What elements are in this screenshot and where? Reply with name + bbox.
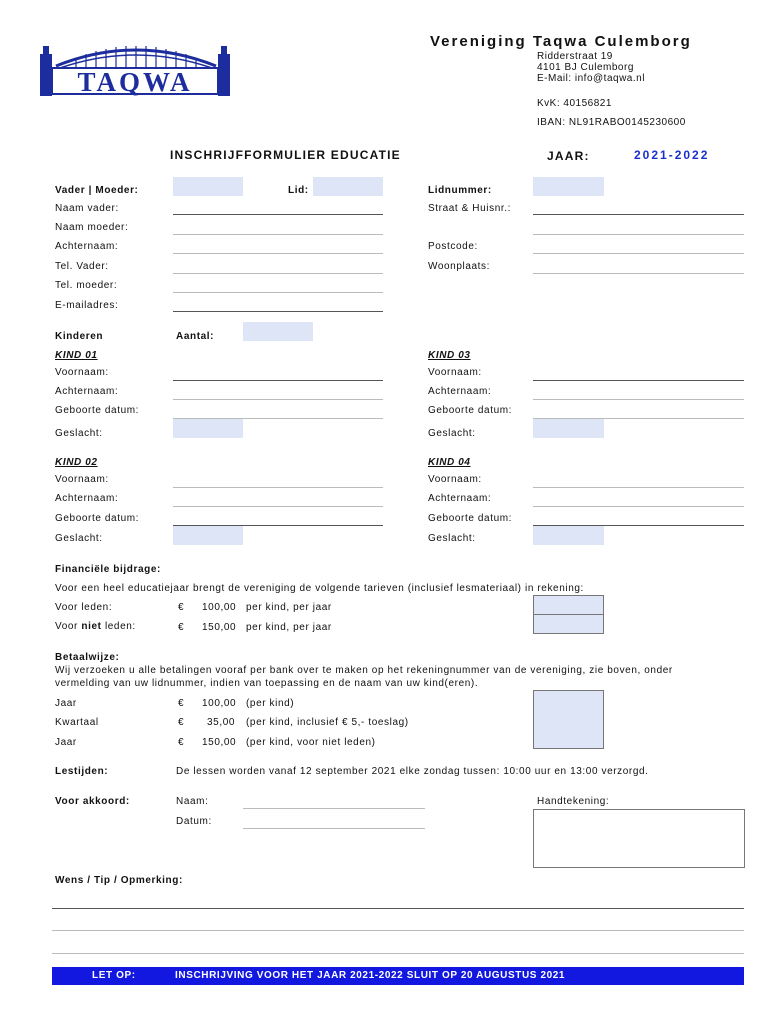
kind-01-birthdate-label: Geboorte datum: bbox=[55, 405, 140, 416]
nonmembers-rate-label bbox=[55, 621, 136, 632]
payment-option-currency: € bbox=[178, 717, 185, 728]
banner-deadline-text: INSCHRIJVING VOOR HET JAAR 2021-2022 SLUIT OP 20 AUGUSTUS 2021 bbox=[175, 970, 566, 981]
finance-heading: Financiële bijdrage: bbox=[55, 564, 161, 575]
remarks-label: Wens / Tip / Opmerking: bbox=[55, 875, 183, 886]
kind-02-firstname-label: Voornaam: bbox=[55, 474, 109, 485]
father-name-label: Naam vader: bbox=[55, 203, 119, 214]
mother-phone-label: Tel. moeder: bbox=[55, 280, 118, 291]
org-name: Vereniging Taqwa Culemborg bbox=[430, 33, 692, 50]
kind-01-gender-label: Geslacht: bbox=[55, 428, 103, 439]
kind-04-gender-label: Geslacht: bbox=[428, 533, 476, 544]
kind-03-birthdate-label: Geboorte datum: bbox=[428, 405, 513, 416]
org-street: Ridderstraat 19 bbox=[537, 51, 613, 62]
street-label: Straat & Huisnr.: bbox=[428, 203, 512, 214]
logo-text: TAQWA bbox=[77, 67, 193, 97]
members-rate-currency: € bbox=[178, 602, 185, 613]
postcode-input[interactable] bbox=[533, 253, 744, 254]
postcode-label: Postcode: bbox=[428, 241, 478, 252]
parent-label: Vader | Moeder: bbox=[55, 185, 139, 196]
father-phone-input[interactable] bbox=[173, 273, 383, 274]
kind-04-firstname-label: Voornaam: bbox=[428, 474, 482, 485]
payment-option-amount: 150,00 bbox=[202, 737, 237, 748]
org-kvk: KvK: 40156821 bbox=[537, 98, 612, 109]
email-label: E-mailadres: bbox=[55, 300, 119, 311]
kind-04-gender-field[interactable] bbox=[533, 526, 604, 545]
year-value: 2021-2022 bbox=[634, 148, 710, 162]
year-label: JAAR: bbox=[547, 149, 590, 163]
kind-03-firstname-label: Voornaam: bbox=[428, 367, 482, 378]
member-number-field[interactable] bbox=[533, 177, 604, 196]
street-input[interactable] bbox=[533, 214, 744, 215]
agreement-name-label: Naam: bbox=[176, 796, 209, 807]
nonmembers-suffix: leden: bbox=[104, 621, 136, 632]
payment-choice-field[interactable] bbox=[533, 690, 604, 749]
nonmembers-rate-checkbox[interactable] bbox=[533, 614, 604, 634]
kind-02-surname-label: Achternaam: bbox=[55, 493, 119, 504]
remarks-line[interactable] bbox=[52, 930, 744, 931]
signature-label: Handtekening: bbox=[537, 796, 610, 807]
nonmembers-emphasis: niet bbox=[81, 621, 102, 632]
banner-notice-label: LET OP: bbox=[92, 970, 136, 981]
kind-02-firstname-input[interactable] bbox=[173, 487, 383, 488]
payment-option-currency: € bbox=[178, 698, 185, 709]
parent-select-field[interactable] bbox=[173, 177, 243, 196]
agreement-date-label: Datum: bbox=[176, 816, 212, 827]
kind-03-surname-input[interactable] bbox=[533, 399, 744, 400]
agreement-label: Voor akkoord: bbox=[55, 796, 130, 807]
payment-option-note: (per kind, inclusief € 5,- toeslag) bbox=[246, 717, 409, 728]
kind-02-heading: KIND 02 bbox=[55, 457, 98, 468]
children-label: Kinderen bbox=[55, 331, 104, 342]
nonmembers-prefix: Voor bbox=[55, 621, 78, 632]
kind-03-surname-label: Achternaam: bbox=[428, 386, 492, 397]
payment-option-amount: 35,00 bbox=[207, 717, 236, 728]
payment-option-note: (per kind) bbox=[246, 698, 295, 709]
nonmembers-rate-currency: € bbox=[178, 622, 185, 633]
payment-option-note: (per kind, voor niet leden) bbox=[246, 737, 376, 748]
kind-01-gender-field[interactable] bbox=[173, 419, 243, 438]
payment-option-label: Jaar bbox=[55, 737, 77, 748]
kind-04-heading: KIND 04 bbox=[428, 457, 471, 468]
kind-02-gender-label: Geslacht: bbox=[55, 533, 103, 544]
payment-option-label: Jaar bbox=[55, 698, 77, 709]
org-iban: IBAN: NL91RABO0145230600 bbox=[537, 117, 686, 128]
kind-04-birthdate-label: Geboorte datum: bbox=[428, 513, 513, 524]
taqwa-logo bbox=[36, 40, 234, 96]
parent-surname-label: Achternaam: bbox=[55, 241, 119, 252]
father-name-input[interactable] bbox=[173, 214, 383, 215]
nonmembers-rate-amount: 150,00 bbox=[202, 622, 237, 633]
signature-box[interactable] bbox=[533, 809, 745, 868]
payment-text-line1: Wij verzoeken u alle betalingen vooraf per bank over te maken op het rekeningnummer van de vereniging, zie boven, onder bbox=[55, 665, 673, 676]
kind-03-gender-field[interactable] bbox=[533, 419, 604, 438]
org-email: E-Mail: info@taqwa.nl bbox=[537, 73, 645, 84]
member-number-label: Lidnummer: bbox=[428, 185, 492, 196]
father-phone-label: Tel. Vader: bbox=[55, 261, 109, 272]
members-rate-label: Voor leden: bbox=[55, 602, 113, 613]
mother-name-input[interactable] bbox=[173, 234, 383, 235]
kind-04-surname-input[interactable] bbox=[533, 506, 744, 507]
finance-intro: Voor een heel educatiejaar brengt de vereniging de volgende tarieven (inclusief lesmateriaal) in rekening: bbox=[55, 583, 584, 594]
kind-01-heading: KIND 01 bbox=[55, 350, 98, 361]
mother-name-label: Naam moeder: bbox=[55, 222, 129, 233]
payment-text-line2: vermelding van uw lidnummer, indien van toepassing en de naam van uw kind(eren). bbox=[55, 678, 479, 689]
street-extra-input[interactable] bbox=[533, 234, 744, 235]
payment-option-label: Kwartaal bbox=[55, 717, 99, 728]
members-rate-unit: per kind, per jaar bbox=[246, 602, 332, 613]
kind-04-firstname-input[interactable] bbox=[533, 487, 744, 488]
payment-heading: Betaalwijze: bbox=[55, 652, 120, 663]
children-count-field[interactable] bbox=[243, 322, 313, 341]
members-rate-amount: 100,00 bbox=[202, 602, 237, 613]
kind-01-firstname-input[interactable] bbox=[173, 380, 383, 381]
payment-option-currency: € bbox=[178, 737, 185, 748]
remarks-line[interactable] bbox=[52, 908, 744, 909]
parent-surname-input[interactable] bbox=[173, 253, 383, 254]
kind-02-surname-input[interactable] bbox=[173, 506, 383, 507]
kind-03-firstname-input[interactable] bbox=[533, 380, 744, 381]
kind-03-heading: KIND 03 bbox=[428, 350, 471, 361]
agreement-name-input[interactable] bbox=[243, 808, 425, 809]
kind-04-surname-label: Achternaam: bbox=[428, 493, 492, 504]
payment-option-amount: 100,00 bbox=[202, 698, 237, 709]
kind-01-surname-label: Achternaam: bbox=[55, 386, 119, 397]
city-label: Woonplaats: bbox=[428, 261, 491, 272]
nonmembers-rate-unit: per kind, per jaar bbox=[246, 622, 332, 633]
agreement-date-input[interactable] bbox=[243, 828, 425, 829]
city-input[interactable] bbox=[533, 273, 744, 274]
members-rate-checkbox[interactable] bbox=[533, 595, 604, 615]
kind-03-gender-label: Geslacht: bbox=[428, 428, 476, 439]
kind-01-surname-input[interactable] bbox=[173, 399, 383, 400]
lid-label: Lid: bbox=[288, 185, 309, 196]
mother-phone-input[interactable] bbox=[173, 292, 383, 293]
children-count-label: Aantal: bbox=[176, 331, 215, 342]
kind-02-gender-field[interactable] bbox=[173, 526, 243, 545]
deadline-banner bbox=[52, 967, 744, 985]
kind-01-firstname-label: Voornaam: bbox=[55, 367, 109, 378]
email-input[interactable] bbox=[173, 311, 383, 312]
lid-field[interactable] bbox=[313, 177, 383, 196]
form-title: INSCHRIJFFORMULIER EDUCATIE bbox=[170, 148, 401, 162]
lessons-label: Lestijden: bbox=[55, 766, 109, 777]
org-city: 4101 BJ Culemborg bbox=[537, 62, 634, 73]
kind-02-birthdate-label: Geboorte datum: bbox=[55, 513, 140, 524]
lessons-text: De lessen worden vanaf 12 september 2021 elke zondag tussen: 10:00 uur en 13:00 verzorgd. bbox=[176, 766, 649, 777]
remarks-line[interactable] bbox=[52, 953, 744, 954]
